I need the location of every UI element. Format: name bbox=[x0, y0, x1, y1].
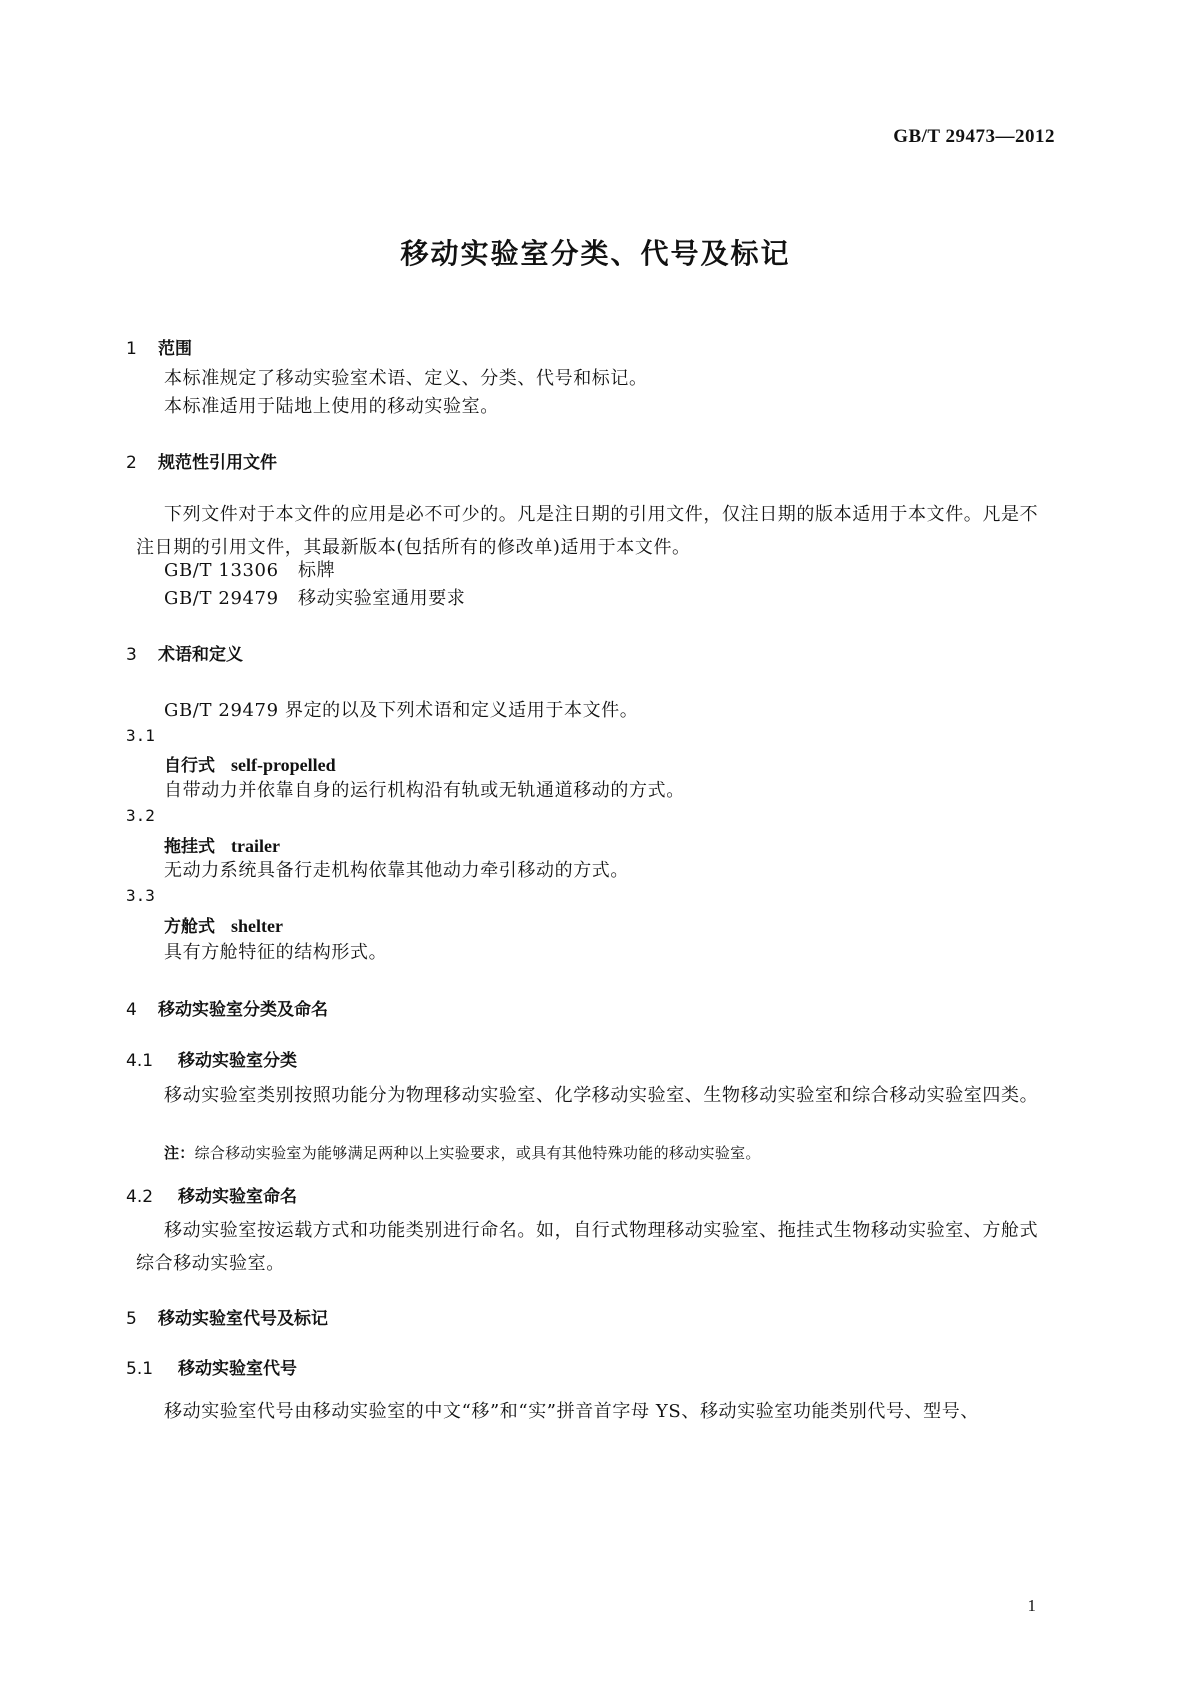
section-5-heading bbox=[126, 1304, 328, 1329]
term-definition: 自带动力并依靠自身的运行机构沿有轨或无轨通道移动的方式。 bbox=[164, 780, 685, 801]
normative-reference bbox=[164, 584, 465, 610]
subsection-4-1-heading bbox=[126, 1046, 297, 1071]
reference-name: 移动实验室通用要求 bbox=[298, 588, 466, 609]
section-number: 4 bbox=[126, 1000, 137, 1020]
section-number: 5 bbox=[126, 1309, 137, 1329]
subsection-number: 4.1 bbox=[126, 1051, 154, 1071]
note-text: 综合移动实验室为能够满足两种以上实验要求，或具有其他特殊功能的移动实验室。 bbox=[194, 1144, 761, 1162]
subsection-5-1-heading bbox=[126, 1354, 297, 1379]
section-number: 3 bbox=[126, 645, 137, 665]
paragraph: 下列文件对于本文件的应用是必不可少的。凡是注日期的引用文件，仅注日期的版本适用于本文件。凡是不注日期的引用文件，其最新版本(包括所有的修改单)适用于本文件。 bbox=[136, 504, 1039, 558]
term-zh: 自行式 bbox=[164, 756, 215, 776]
term-en: shelter bbox=[231, 916, 283, 936]
paragraph: GB/T 29479 界定的以及下列术语和定义适用于本文件。 bbox=[164, 700, 639, 721]
note bbox=[164, 1142, 761, 1163]
page-number: 1 bbox=[1027, 1596, 1036, 1615]
paragraph: 移动实验室按运载方式和功能类别进行命名。如，自行式物理移动实验室、拖挂式生物移动实验室、方舱式综合移动实验室。 bbox=[136, 1220, 1039, 1274]
subsection-title: 移动实验室代号 bbox=[178, 1359, 297, 1379]
subsection-number: 5.1 bbox=[126, 1359, 154, 1379]
paragraph: 本标准适用于陆地上使用的移动实验室。 bbox=[164, 396, 499, 417]
term-number: 3.1 bbox=[126, 726, 155, 745]
term-number: 3.2 bbox=[126, 806, 155, 825]
term-en: trailer bbox=[231, 836, 280, 856]
term-number: 3.3 bbox=[126, 886, 155, 905]
section-title: 移动实验室分类及命名 bbox=[158, 1000, 328, 1020]
term-entry bbox=[164, 832, 280, 857]
document-title: 移动实验室分类、代号及标记 bbox=[400, 237, 791, 270]
reference-code: GB/T 29479 bbox=[164, 588, 279, 609]
term-entry bbox=[164, 912, 283, 937]
subsection-number: 4.2 bbox=[126, 1187, 154, 1207]
section-1-heading bbox=[126, 334, 192, 359]
paragraph: 移动实验室类别按照功能分为物理移动实验室、化学移动实验室、生物移动实验室和综合移动实验室四类。 bbox=[164, 1085, 1039, 1106]
section-3-heading bbox=[126, 640, 243, 665]
term-zh: 方舱式 bbox=[164, 917, 215, 937]
section-title: 移动实验室代号及标记 bbox=[158, 1309, 328, 1329]
paragraph: 移动实验室代号由移动实验室的中文“移”和“实”拼音首字母 YS、移动实验室功能类别代号、型号、 bbox=[164, 1401, 979, 1422]
normative-reference bbox=[164, 556, 335, 582]
section-number: 2 bbox=[126, 453, 137, 473]
note-label: 注： bbox=[164, 1144, 195, 1162]
reference-code: GB/T 13306 bbox=[164, 560, 279, 581]
term-definition: 无动力系统具备行走机构依靠其他动力牵引移动的方式。 bbox=[164, 860, 629, 881]
section-4-heading bbox=[126, 995, 328, 1020]
standard-number: GB/T 29473—2012 bbox=[893, 126, 1055, 147]
section-title: 规范性引用文件 bbox=[158, 453, 277, 473]
subsection-title: 移动实验室命名 bbox=[178, 1187, 297, 1207]
section-title: 范围 bbox=[158, 339, 192, 359]
term-en: self-propelled bbox=[231, 755, 336, 775]
section-2-heading bbox=[126, 448, 277, 473]
section-number: 1 bbox=[126, 339, 137, 359]
subsection-4-2-heading bbox=[126, 1182, 297, 1207]
paragraph: 本标准规定了移动实验室术语、定义、分类、代号和标记。 bbox=[164, 368, 648, 389]
subsection-title: 移动实验室分类 bbox=[178, 1051, 297, 1071]
term-definition: 具有方舱特征的结构形式。 bbox=[164, 942, 388, 963]
term-entry bbox=[164, 751, 336, 776]
section-title: 术语和定义 bbox=[158, 645, 243, 665]
term-zh: 拖挂式 bbox=[164, 837, 215, 857]
reference-name: 标牌 bbox=[298, 560, 336, 581]
